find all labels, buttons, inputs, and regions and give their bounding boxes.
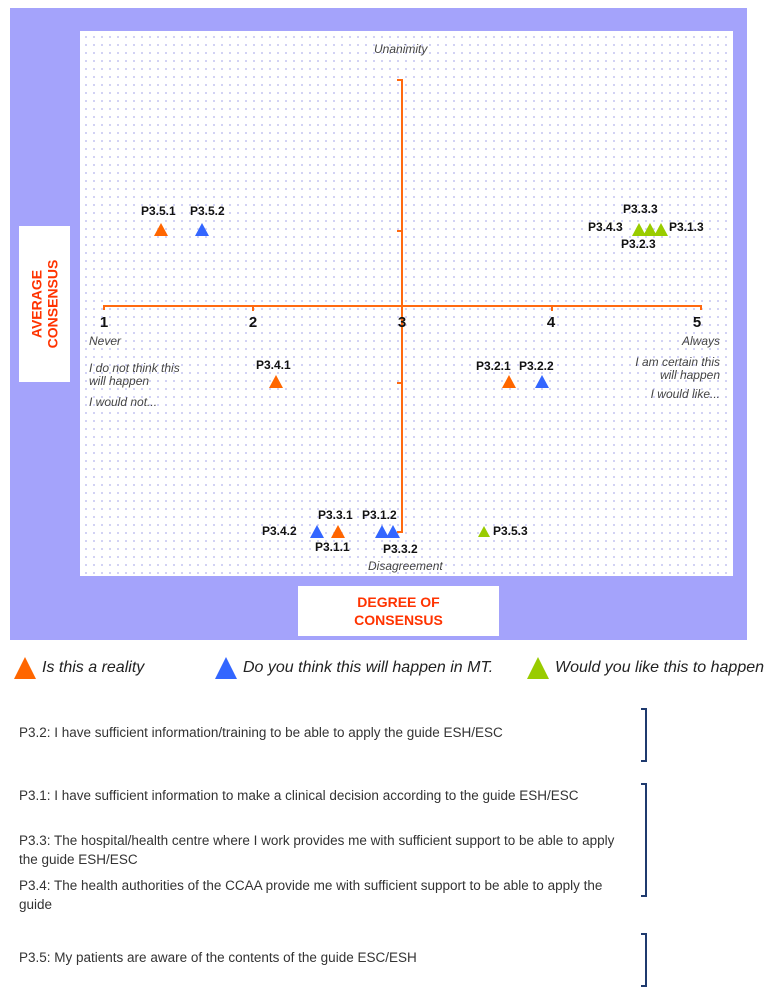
x-tick [103, 305, 105, 310]
y-axis-line [401, 79, 403, 533]
bracket-icon [641, 708, 647, 762]
point-label: P3.1.2 [362, 508, 397, 522]
x-tick [551, 307, 553, 311]
x-tick [252, 307, 254, 311]
point-label: P3.1.1 [315, 540, 350, 554]
description-p35: P3.5: My patients are aware of the contents of the guide ESC/ESH [19, 950, 417, 965]
triangle-orange-icon [154, 223, 168, 236]
point-label: P3.5.3 [493, 524, 528, 538]
legend-label: Would you like this to happen [555, 659, 765, 676]
x-tick-label-2: 2 [248, 314, 258, 331]
y-axis-title-box [19, 226, 70, 382]
point-label: P3.2.3 [621, 237, 656, 251]
legend-item-will-happen [215, 656, 493, 680]
triangle-orange-icon [14, 657, 36, 679]
description-p31: P3.1: I have sufficient information to make a clinical decision according to the guide ESH/ESC [19, 788, 579, 803]
y-tick [397, 230, 401, 232]
point-label: P3.5.1 [141, 204, 176, 218]
right-note-line2: will happen [659, 368, 720, 382]
x-axis-title-line2: CONSENSUS [354, 612, 443, 628]
x-axis-title-line1: DEGREE OF [357, 594, 440, 610]
legend-item-would-like [527, 656, 764, 680]
description-p34: P3.4: The health authorities of the CCAA provide me with sufficient support to be able to apply the guide [19, 878, 603, 912]
point-label: P3.4.2 [262, 524, 297, 538]
point-label: P3.1.3 [669, 220, 704, 234]
description-p33: P3.3: The hospital/health centre where I work provides me with sufficient support to be able to apply the guide ESH/ESC [19, 833, 615, 867]
plot-area [80, 31, 733, 576]
point-label: P3.2.1 [476, 359, 511, 373]
never-label: Never [89, 334, 122, 348]
x-tick-label-1: 1 [99, 314, 109, 331]
right-note-line1: I am certain this [635, 355, 720, 369]
bracket-icon [641, 933, 647, 987]
left-note-line2: will happen [89, 374, 150, 388]
legend-label: Do you think this will happen in MT. [243, 659, 494, 676]
triangle-blue-icon [535, 375, 549, 388]
point-label: P3.3.2 [383, 542, 418, 556]
unanimity-label: Unanimity [374, 42, 428, 56]
x-axis-title-box [298, 586, 499, 636]
triangle-blue-icon [195, 223, 209, 236]
triangle-green-icon [527, 657, 549, 679]
bracket-icon [641, 783, 647, 897]
legend-label: Is this a reality [42, 659, 145, 676]
x-tick-label-5: 5 [692, 314, 702, 331]
point-label: P3.3.3 [623, 202, 658, 216]
y-tick [397, 79, 401, 81]
description-p32: P3.2: I have sufficient information/training to be able to apply the guide ESH/ESC [19, 725, 503, 740]
right-note-line3: I would like... [650, 387, 720, 401]
triangle-blue-icon [310, 525, 324, 538]
always-label: Always [681, 334, 720, 348]
x-tick-label-3: 3 [397, 314, 407, 331]
y-tick [397, 382, 401, 384]
disagreement-label: Disagreement [368, 559, 443, 573]
x-tick-label-4: 4 [546, 314, 556, 331]
triangle-green-icon [654, 223, 668, 236]
point-label: P3.5.2 [190, 204, 225, 218]
triangle-orange-icon [331, 525, 345, 538]
y-axis-title: AVERAGE CONSENSUS [28, 259, 61, 349]
legend-item-reality [14, 656, 144, 680]
triangle-orange-icon [502, 375, 516, 388]
triangle-blue-icon [215, 657, 237, 679]
left-note-line3: I would not... [89, 395, 158, 409]
point-label: P3.4.3 [588, 220, 623, 234]
left-note-line1: I do not think this [89, 361, 180, 375]
triangle-orange-icon [269, 375, 283, 388]
point-label: P3.3.1 [318, 508, 353, 522]
point-label: P3.4.1 [256, 358, 291, 372]
x-tick [700, 305, 702, 310]
point-label: P3.2.2 [519, 359, 554, 373]
triangle-blue-icon [386, 525, 400, 538]
triangle-green-icon [478, 526, 490, 537]
